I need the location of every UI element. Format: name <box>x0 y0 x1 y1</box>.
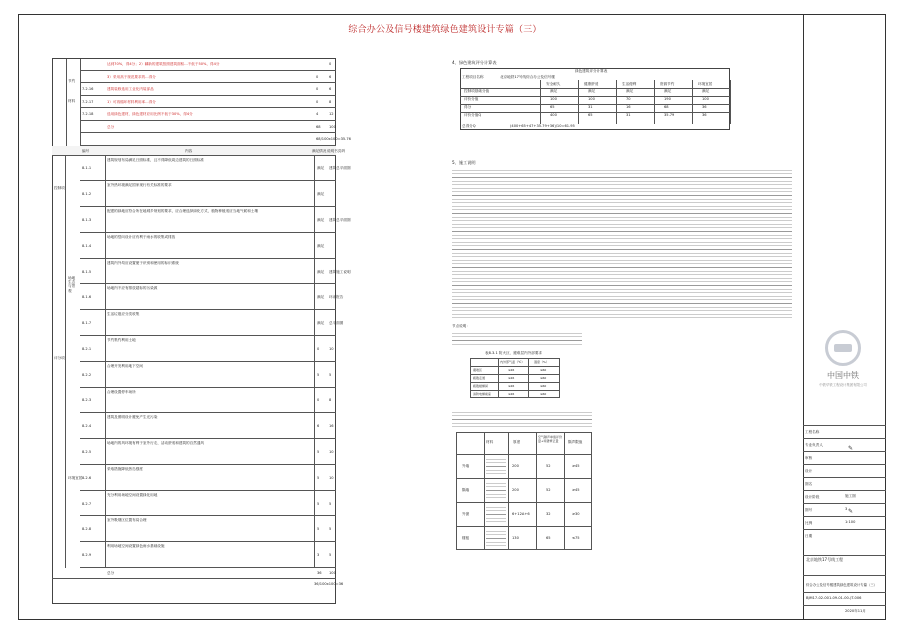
row-loc: 5 <box>329 372 332 377</box>
score-val: 36 <box>702 113 707 117</box>
row-text: 采取措施降低热岛强度 <box>107 466 143 471</box>
score-row-label: 控制项基础分值 <box>464 89 490 93</box>
col-line <box>484 432 485 550</box>
header-sat: 满足情况 <box>312 148 327 153</box>
t3-t: 6+12A+6 <box>512 512 530 516</box>
col-line <box>105 207 106 233</box>
score-row-label: 评价分值Q <box>464 113 482 117</box>
row-text: 达到70%，得4分；2）翻新的建筑按照建筑面积...不低于50%，得4分 <box>107 62 220 66</box>
tb-scale: 1:100 <box>845 520 856 524</box>
row-loc: 16 <box>329 424 334 429</box>
col-line <box>105 516 106 542</box>
col-line <box>105 362 106 388</box>
total-max: 100 <box>329 571 336 575</box>
row-code: 8.2.8 <box>82 527 92 532</box>
row-code: 8.2.1 <box>82 346 92 351</box>
score-val: 65 <box>550 105 555 109</box>
col-line <box>692 80 693 124</box>
row-line <box>460 104 730 105</box>
t2-key: 避难区 <box>473 368 483 372</box>
row-code: 8.2.5 <box>82 449 92 454</box>
row-loc: 总平面图 <box>329 321 344 326</box>
score-val: 100 <box>550 97 557 101</box>
row-sat: 满足 <box>317 166 325 171</box>
row-val: 0 <box>316 87 319 91</box>
row-text: 建筑内外均应设置便于识别和使用的标识系统 <box>107 260 179 265</box>
score-row-label: 评价分值 <box>464 97 479 101</box>
row-text: 配建的绿地应符合所在地城乡规划的要求，应合理选择绿化方式，植物种植适应当地气候和土壤 <box>107 209 258 214</box>
row-sat: 5 <box>317 372 320 377</box>
col-line <box>314 310 315 336</box>
row-line <box>470 374 560 375</box>
score-val: 满足 <box>626 89 634 93</box>
header-num: 编号 <box>82 148 90 153</box>
tb-sheet: 3 <box>845 507 848 511</box>
col-line <box>314 413 315 439</box>
row-sat: 0 <box>317 398 320 403</box>
row-line <box>470 382 560 383</box>
tb-label: 专业负责人 <box>803 438 886 451</box>
row-sat: 满足 <box>317 217 325 222</box>
t2-a: ≤26 <box>508 392 515 396</box>
row-val: 68 <box>316 124 321 129</box>
total-value: (400+65+47+35.79+36)/10=61.95 <box>510 124 575 128</box>
row-max: 6 <box>329 74 332 79</box>
notes-body <box>452 168 792 318</box>
score-val: 31 <box>626 113 631 117</box>
row-text: 3）采用高于规范要求的...得分 <box>107 74 156 79</box>
col-line <box>654 80 655 124</box>
score-val: 65 <box>588 113 593 117</box>
score-val: 满足 <box>588 89 596 93</box>
row-line <box>470 366 560 367</box>
col-line <box>616 80 617 124</box>
row-code: 8.1.6 <box>82 295 92 300</box>
row-loc: 8 <box>329 398 332 403</box>
row-loc: 建筑总平面图 <box>329 217 351 222</box>
col-line <box>314 207 315 233</box>
row-text: 选用绿色建材，绿色建材应用比例不低于30%，得4分 <box>107 112 193 116</box>
t3-head: 材料 <box>486 440 494 444</box>
row-sat: 6 <box>317 424 320 429</box>
row-sat: 满足 <box>317 192 325 197</box>
score-row-label: 得分 <box>464 105 472 109</box>
col-line <box>105 336 106 362</box>
drawing-date: 2020年11月 <box>845 609 866 613</box>
col-line <box>314 259 315 285</box>
score-val: 400 <box>550 113 557 117</box>
tb-line <box>803 605 886 606</box>
col-line <box>105 465 106 491</box>
col-line <box>105 542 106 568</box>
row-val: 4 <box>316 112 319 116</box>
row-max: 0 <box>329 62 332 66</box>
row-sat: 5 <box>317 527 320 532</box>
t3-t: 200 <box>512 488 519 492</box>
row-text: 场地内的风环境有利于室外行走、活动舒适和建筑的自然通风 <box>107 441 205 446</box>
side-label-a: 节约 <box>68 79 76 83</box>
row-sat: 5 <box>317 475 320 480</box>
row-val: 0 <box>316 99 319 104</box>
side-label-e: 评分项 <box>54 355 65 360</box>
row-code: 8.2.3 <box>82 398 92 403</box>
row-text: 室外吸烟区位置布局合理 <box>107 518 147 523</box>
t2-b: ≤60 <box>540 384 547 388</box>
t3-key: 外窗 <box>462 512 470 516</box>
score-val: 36 <box>702 105 707 109</box>
score-val: 100 <box>588 97 595 101</box>
col-line <box>314 439 315 465</box>
score-val: 满足 <box>664 89 672 93</box>
col-line <box>564 432 565 550</box>
row-loc: 环评报告 <box>329 295 344 300</box>
side-label-c: 控制项 <box>54 185 65 190</box>
row-sat: 满足 <box>317 295 325 300</box>
tb-label: 设计 <box>803 464 886 477</box>
row-line <box>456 478 592 479</box>
row-line <box>470 390 560 391</box>
row-code: 8.1.2 <box>82 192 92 197</box>
score-val: 100 <box>702 97 709 101</box>
t2-b: ≤60 <box>540 392 547 396</box>
t3-key: 楼板 <box>462 536 470 540</box>
row-code: 8.1.1 <box>82 166 92 171</box>
row-code: 8.1.3 <box>82 217 92 222</box>
t3-b: ≥45 <box>572 488 580 492</box>
row-code: 7.2.17 <box>82 99 94 104</box>
notes-body-2 <box>452 331 582 347</box>
t2-head: 内外部气温（℃） <box>500 360 525 364</box>
col-line <box>314 491 315 517</box>
tb-line <box>803 592 886 593</box>
tb-label: 图号 <box>803 503 886 516</box>
t2-a: ≤26 <box>508 376 515 380</box>
col-line <box>105 413 106 439</box>
t2-b: ≤60 <box>540 368 547 372</box>
row-val: 68/100x100=35.76 <box>316 137 351 141</box>
row-text: 合理开发利用地下空间 <box>107 363 143 368</box>
side-label-d: 场地生态与景观 <box>68 275 76 293</box>
row-text: 总分 <box>107 124 115 129</box>
t3-t: 200 <box>512 464 519 468</box>
total-label: 总得分Q <box>462 124 476 128</box>
score-val: 190 <box>664 97 671 101</box>
row-text: 1）可再循环材料利用率...得分 <box>107 99 156 104</box>
row-text: 场地内不应有排放超标的污染源 <box>107 286 158 291</box>
col-line <box>105 181 106 207</box>
total-val: 36 <box>317 571 322 575</box>
row-sat: 0 <box>317 346 320 351</box>
header-bg <box>52 146 336 156</box>
t2-head: 湿度（%） <box>534 360 549 364</box>
t2-b: ≤60 <box>540 376 547 380</box>
col-line <box>105 439 106 465</box>
row-code: 8.2.9 <box>82 553 92 558</box>
row-loc: 建筑总平面图 <box>329 166 351 171</box>
t2-a: ≤26 <box>508 384 515 388</box>
col-line <box>105 156 106 182</box>
row-code: 7.2.16 <box>82 87 94 91</box>
row-text: 场地的竖向设计应有利于雨水的收集或排放 <box>107 234 176 239</box>
row-line <box>52 568 336 579</box>
col-line <box>105 491 106 517</box>
col-line <box>730 80 731 124</box>
col-line <box>314 233 315 259</box>
t2-key: 疏散走道 <box>473 376 486 380</box>
t3-a: 65 <box>546 536 551 540</box>
row-text: 建筑及照明设计避免产生光污染 <box>107 415 158 420</box>
row-text: 建筑装修选用工业化内装部品 <box>107 87 154 91</box>
row-text: 生活垃圾应分类收集 <box>107 312 140 317</box>
score-val: 满足 <box>550 89 558 93</box>
t3-material-note <box>486 481 506 499</box>
row-code: 8.1.5 <box>82 269 92 274</box>
row-sat: 3 <box>317 553 320 558</box>
score-val: 16 <box>626 105 631 109</box>
t2-key: 消防电梯前室 <box>473 392 492 396</box>
signature-2: ✎ <box>848 508 854 515</box>
tb-label: 比例 <box>803 516 886 529</box>
t3-key: 隔墙 <box>462 488 470 492</box>
tb-label: 审核 <box>803 451 886 464</box>
row-max: 6 <box>329 87 332 91</box>
t2-key: 疏散楼梯间 <box>473 384 489 388</box>
col-line <box>105 284 106 310</box>
total-label: 总分 <box>107 571 115 575</box>
row-val: 0 <box>316 74 319 79</box>
table2-title: 表8.3.1 防火区、避难层内外部要求 <box>485 351 543 355</box>
t3-material-note <box>486 529 506 547</box>
col-line <box>578 80 579 124</box>
col-line <box>105 388 106 414</box>
row-line <box>456 454 592 455</box>
score-col: 环境宜居 <box>698 82 713 86</box>
side-label-b: 材料 <box>68 99 76 103</box>
row-sat: 5 <box>317 501 320 506</box>
row-text: 节约集约利用土地 <box>107 337 136 342</box>
score-val: 35.79 <box>664 113 675 117</box>
col-line <box>314 156 315 182</box>
row-text: 利用场地空间设置绿色雨水基础设施 <box>107 544 165 549</box>
tb-stage: 施工图 <box>845 494 856 498</box>
row-text: 充分利用场地空间设置绿化用地 <box>107 492 158 497</box>
signature-1: ✎ <box>848 445 854 452</box>
t3-material-note <box>486 457 506 475</box>
row-loc: 10 <box>329 449 334 454</box>
t3-material-note <box>486 505 506 523</box>
score-val: 70 <box>626 97 631 101</box>
col-line <box>314 284 315 310</box>
col-line <box>498 358 499 398</box>
col-line <box>314 181 315 207</box>
t3-a: 52 <box>546 488 551 492</box>
row-code: 8.1.7 <box>82 321 92 326</box>
company-sub: 中铁华铁工程设计集团有限公司 <box>819 383 867 387</box>
row-text: 室外热环境满足国家现行有关标准的要求 <box>107 183 172 188</box>
score-val: 68 <box>664 105 669 109</box>
drawing-name: 综合办公及信号楼建筑绿色建筑设计专篇（三） <box>806 583 878 587</box>
drawing-code: BJM17-02-001-09-01-00-JT-006 <box>806 596 862 600</box>
row-loc: 5 <box>329 553 332 558</box>
row-code: 7.2.18 <box>82 112 94 116</box>
t3-b: ≥30 <box>572 512 580 516</box>
tb-line <box>803 575 886 576</box>
row-max: 8 <box>329 99 332 104</box>
row-loc: 10 <box>329 346 334 351</box>
t3-a: 32 <box>546 512 551 516</box>
total-calc: 36/100x100=36 <box>314 582 344 586</box>
col-line <box>314 542 315 568</box>
row-line <box>80 133 336 146</box>
score-col: 生活便利 <box>622 82 637 86</box>
col-line <box>314 362 315 388</box>
t3-head: 隔声限值 <box>568 440 583 444</box>
row-max: 100 <box>329 124 336 129</box>
row-line <box>456 526 592 527</box>
col-line <box>105 259 106 285</box>
row-loc: 5 <box>329 527 332 532</box>
t3-a: 52 <box>546 464 551 468</box>
t3-key: 外墙 <box>462 464 470 468</box>
header-cont: 内容 <box>185 148 193 153</box>
score-table-title: 绿色建筑评分计算表 <box>575 69 608 73</box>
row-code: 8.2.2 <box>82 372 92 377</box>
row-code: 8.2.7 <box>82 501 92 506</box>
score-val: 满足 <box>702 89 710 93</box>
row-line <box>460 112 730 113</box>
notes-heading: 5、施工说明 <box>452 160 476 165</box>
tb-label: 工程名称 <box>803 425 886 438</box>
col-line <box>540 80 541 124</box>
header-loc: 说明书页码 <box>327 148 345 153</box>
col-line <box>314 516 315 542</box>
row-sat: 满足 <box>317 321 325 326</box>
col-line <box>528 358 529 398</box>
row-text: 建筑规划布局满足日照标准，且不得降低周边建筑的日照标准 <box>107 157 205 162</box>
tb-line <box>803 555 886 556</box>
row-loc: 5 <box>329 501 332 506</box>
score-col: 资源节约 <box>660 82 675 86</box>
side-label-f: 环境宜居 <box>68 475 83 480</box>
row-text: 合理设置停车场所 <box>107 389 136 394</box>
tb-label: 图名 <box>803 477 886 490</box>
row-code: 8.2.4 <box>82 424 92 429</box>
col-line <box>314 388 315 414</box>
project-label: 工程项目名称 <box>462 75 484 79</box>
tb-label: 设计阶段 <box>803 490 886 503</box>
row-loc: 10 <box>329 475 334 480</box>
score-heading: 4、绿色建筑评分计算表 <box>452 60 497 65</box>
row-sat: 5 <box>317 449 320 454</box>
t3-t: 130 <box>512 536 519 540</box>
score-col: 健康舒适 <box>584 82 599 86</box>
company-logo-icon <box>825 330 861 366</box>
t3-b: ≥45 <box>572 464 580 468</box>
t3-b: ≤75 <box>572 536 580 540</box>
t3-head: 厚度 <box>513 440 521 444</box>
score-val: 31 <box>588 105 593 109</box>
row-max: 12 <box>329 112 334 116</box>
row-code: 8.2.6 <box>82 475 92 480</box>
col-line <box>508 432 509 550</box>
row-code: 8.1.4 <box>82 243 92 248</box>
project-title: 北京地铁17号线工程 <box>806 557 844 562</box>
tb-label: 日期 <box>803 529 886 542</box>
score-col: 安全耐久 <box>546 82 561 86</box>
row-sat: 满足 <box>317 243 325 248</box>
row-loc: 建筑施工说明 <box>329 269 351 274</box>
row-line <box>460 96 730 97</box>
col-line <box>105 310 106 336</box>
col-line <box>314 465 315 491</box>
page-title: 综合办公及信号楼建筑绿色建筑设计专篇（三） <box>348 25 542 35</box>
project-name: 北京地铁17号线综合办公及信号楼 <box>500 75 555 79</box>
notes-body-3 <box>452 410 592 430</box>
company-name: 中国中铁 <box>827 371 859 380</box>
side-col <box>52 156 66 569</box>
notes-subhead: 节点说明： <box>452 324 470 328</box>
t2-a: ≤26 <box>508 368 515 372</box>
col-line <box>105 233 106 259</box>
col-line <box>314 336 315 362</box>
t3-head: 空气隔声单值评价量+频谱修正量 <box>538 435 563 444</box>
row-line <box>456 502 592 503</box>
row-sat: 满足 <box>317 269 325 274</box>
col-line <box>536 432 537 550</box>
